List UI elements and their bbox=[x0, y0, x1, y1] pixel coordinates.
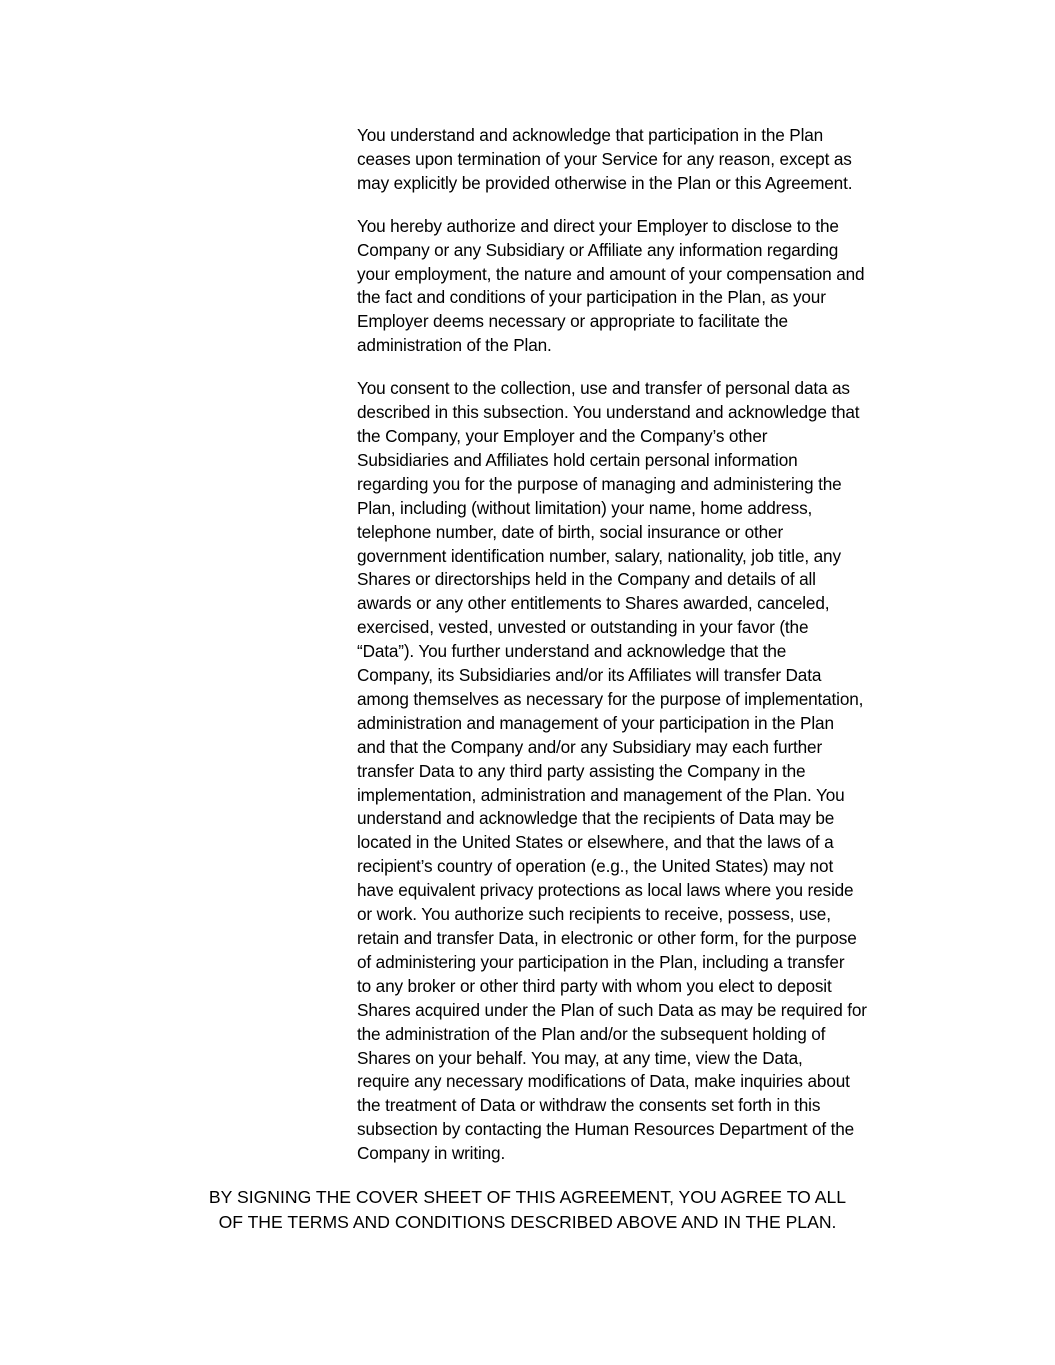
text-line: Company, its Subsidiaries and/or its Affiliates will transfer Data bbox=[357, 665, 822, 686]
text-line: You consent to the collection, use and transfer of personal data as bbox=[357, 378, 850, 399]
text-line: the fact and conditions of your participation in the Plan, as your bbox=[357, 287, 826, 308]
text-line: You hereby authorize and direct your Employer to disclose to the bbox=[357, 215, 839, 236]
text-line: Shares acquired under the Plan of such Data as may be required for bbox=[357, 999, 867, 1020]
text-line: of administering your participation in the Plan, including a transfer bbox=[357, 951, 845, 972]
text-line: “Data”). You further understand and acknowledge that the bbox=[357, 641, 787, 662]
text-line: regarding you for the purpose of managing and administering the bbox=[357, 473, 842, 494]
text-line: the administration of the Plan and/or the subsequent holding of bbox=[357, 1023, 826, 1044]
paragraph-employer-disclosure bbox=[357, 215, 923, 358]
text-line: understand and acknowledge that the recipients of Data may be bbox=[357, 808, 835, 829]
text-line: to any broker or other third party with whom you elect to deposit bbox=[357, 975, 832, 996]
text-line: implementation, administration and management of the Plan. You bbox=[357, 784, 845, 805]
text-line: the Company, your Employer and the Company’s other bbox=[357, 425, 768, 446]
text-line: located in the United States or elsewhere, and that the laws of a bbox=[357, 832, 834, 853]
text-line: the treatment of Data or withdraw the consents set forth in this bbox=[357, 1095, 821, 1116]
closing-line: OF THE TERMS AND CONDITIONS DESCRIBED ABOVE AND IN THE PLAN. bbox=[218, 1212, 837, 1232]
text-line: have equivalent privacy protections as local laws where you reside bbox=[357, 880, 854, 901]
text-line: ceases upon termination of your Service for any reason, except as bbox=[357, 148, 852, 169]
text-line: and that the Company and/or any Subsidiary may each further bbox=[357, 736, 823, 757]
closing-line: BY SIGNING THE COVER SHEET OF THIS AGREEMENT, YOU AGREE TO ALL bbox=[208, 1187, 847, 1207]
text-line: your employment, the nature and amount of your compensation and bbox=[357, 263, 865, 284]
paragraph-data-consent bbox=[357, 377, 923, 1166]
text-line: telephone number, date of birth, social insurance or other bbox=[357, 521, 784, 542]
text-line: Employer deems necessary or appropriate to facilitate the bbox=[357, 311, 788, 332]
text-line: or work. You authorize such recipients to receive, possess, use, bbox=[357, 904, 831, 925]
text-line: You understand and acknowledge that participation in the Plan bbox=[357, 125, 824, 145]
text-line: administration of the Plan. bbox=[357, 335, 552, 356]
text-line: awards or any other entitlements to Shares awarded, canceled, bbox=[357, 593, 830, 614]
text-line: Shares on your behalf. You may, at any time, view the Data, bbox=[357, 1047, 803, 1068]
text-line: Subsidiaries and Affiliates hold certain personal information bbox=[357, 449, 798, 470]
text-line: recipient’s country of operation (e.g., the United States) may not bbox=[357, 856, 834, 877]
paragraph-participation-ceases bbox=[357, 124, 923, 196]
text-line: subsection by contacting the Human Resources Department of the bbox=[357, 1119, 855, 1140]
text-line: administration and management of your participation in the Plan bbox=[357, 712, 834, 733]
text-line: Company or any Subsidiary or Affiliate any information regarding bbox=[357, 239, 839, 260]
text-line: Shares or directorships held in the Company and details of all bbox=[357, 569, 816, 590]
text-line: Company in writing. bbox=[357, 1143, 506, 1164]
text-line: exercised, vested, unvested or outstanding in your favor (the bbox=[357, 617, 809, 638]
text-line: may explicitly be provided otherwise in the Plan or this Agreement. bbox=[357, 172, 853, 193]
text-line: retain and transfer Data, in electronic or other form, for the purpose bbox=[357, 928, 857, 948]
text-line: Plan, including (without limitation) your name, home address, bbox=[357, 497, 813, 518]
text-line: government identification number, salary, nationality, job title, any bbox=[357, 545, 841, 566]
text-line: described in this subsection. You understand and acknowledge that bbox=[357, 402, 860, 423]
closing-statement bbox=[100, 1185, 955, 1235]
text-line: among themselves as necessary for the purpose of implementation, bbox=[357, 688, 864, 709]
body-column bbox=[357, 124, 923, 1185]
text-line: transfer Data to any third party assisting the Company in the bbox=[357, 760, 806, 781]
text-line: require any necessary modifications of Data, make inquiries about bbox=[357, 1071, 850, 1092]
